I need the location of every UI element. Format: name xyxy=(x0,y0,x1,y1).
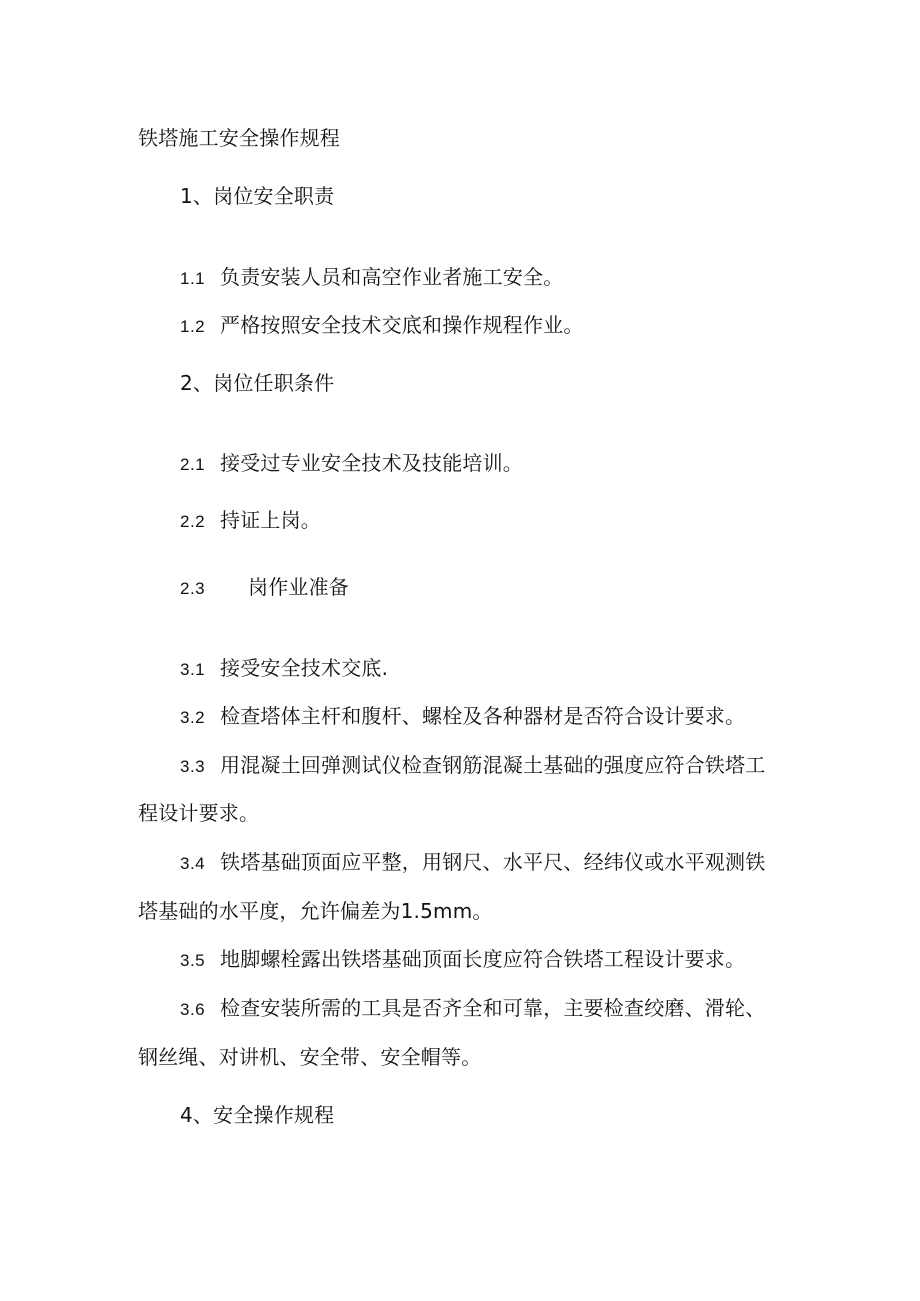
item-number: 2.1 xyxy=(180,455,206,474)
item-number: 3.1 xyxy=(180,660,206,679)
section-2-heading xyxy=(180,369,334,397)
item-1-1 xyxy=(180,263,563,293)
item-number: 3.4 xyxy=(180,854,206,873)
item-text: 严格按照安全技术交底和操作规程作业。 xyxy=(220,313,584,337)
item-3-2 xyxy=(180,702,745,732)
item-3-6 xyxy=(180,994,765,1024)
section-number: 2、 xyxy=(180,371,214,395)
item-text: 持证上岗。 xyxy=(220,508,321,532)
section-heading-text: 岗位安全职责 xyxy=(213,184,335,208)
item-text: 地脚螺栓露出铁塔基础顶面长度应符合铁塔工程设计要求。 xyxy=(220,947,746,971)
item-3-3-continued xyxy=(138,799,259,827)
item-3-5 xyxy=(180,945,745,975)
item-2-3 xyxy=(180,573,349,603)
item-text: 负责安装人员和高空作业者施工安全。 xyxy=(220,265,564,289)
item-number: 3.6 xyxy=(180,1000,206,1019)
section-4-heading xyxy=(180,1101,334,1129)
item-number: 2.3 xyxy=(180,579,206,598)
item-3-1 xyxy=(180,654,388,684)
title-text: 铁塔施工安全操作规程 xyxy=(138,126,340,150)
item-text: 接受安全技术交底. xyxy=(220,656,389,680)
section-heading-text: 安全操作规程 xyxy=(213,1103,335,1127)
item-3-4 xyxy=(180,848,765,878)
document-title xyxy=(138,124,340,152)
item-1-2 xyxy=(180,311,584,341)
item-2-1 xyxy=(180,449,523,479)
item-text: 岗作业准备 xyxy=(248,575,349,599)
item-2-2 xyxy=(180,506,321,536)
item-3-4-continued xyxy=(138,897,493,925)
item-text: 检查塔体主杆和腹杆、螺栓及各种器材是否符合设计要求。 xyxy=(220,704,746,728)
section-number: 1、 xyxy=(180,184,214,208)
item-number: 1.1 xyxy=(180,269,206,288)
section-1-heading xyxy=(180,182,334,210)
item-text: 接受过专业安全技术及技能培训。 xyxy=(220,451,523,475)
item-number: 2.2 xyxy=(180,512,206,531)
section-number: 4、 xyxy=(180,1103,214,1127)
item-3-6-continued xyxy=(138,1043,481,1071)
item-number: 3.3 xyxy=(180,757,206,776)
item-number: 1.2 xyxy=(180,317,206,336)
item-text-line-1: 用混凝土回弹测试仪检查钢筋混凝土基础的强度应符合铁塔工 xyxy=(220,753,766,777)
item-number: 3.2 xyxy=(180,708,206,727)
item-3-3 xyxy=(180,751,765,781)
item-number: 3.5 xyxy=(180,951,206,970)
item-text-line-2: 钢丝绳、对讲机、安全带、安全帽等。 xyxy=(138,1045,482,1069)
item-text-line-1: 铁塔基础顶面应平整，用钢尺、水平尺、经纬仪或水平观测铁 xyxy=(220,850,766,874)
section-heading-text: 岗位任职条件 xyxy=(213,371,335,395)
item-text-line-1: 检查安装所需的工具是否齐全和可靠，主要检查绞磨、滑轮、 xyxy=(220,996,766,1020)
item-text-line-2: 程设计要求。 xyxy=(138,801,260,825)
item-text-line-2: 塔基础的水平度，允许偏差为1.5mm。 xyxy=(138,899,493,923)
